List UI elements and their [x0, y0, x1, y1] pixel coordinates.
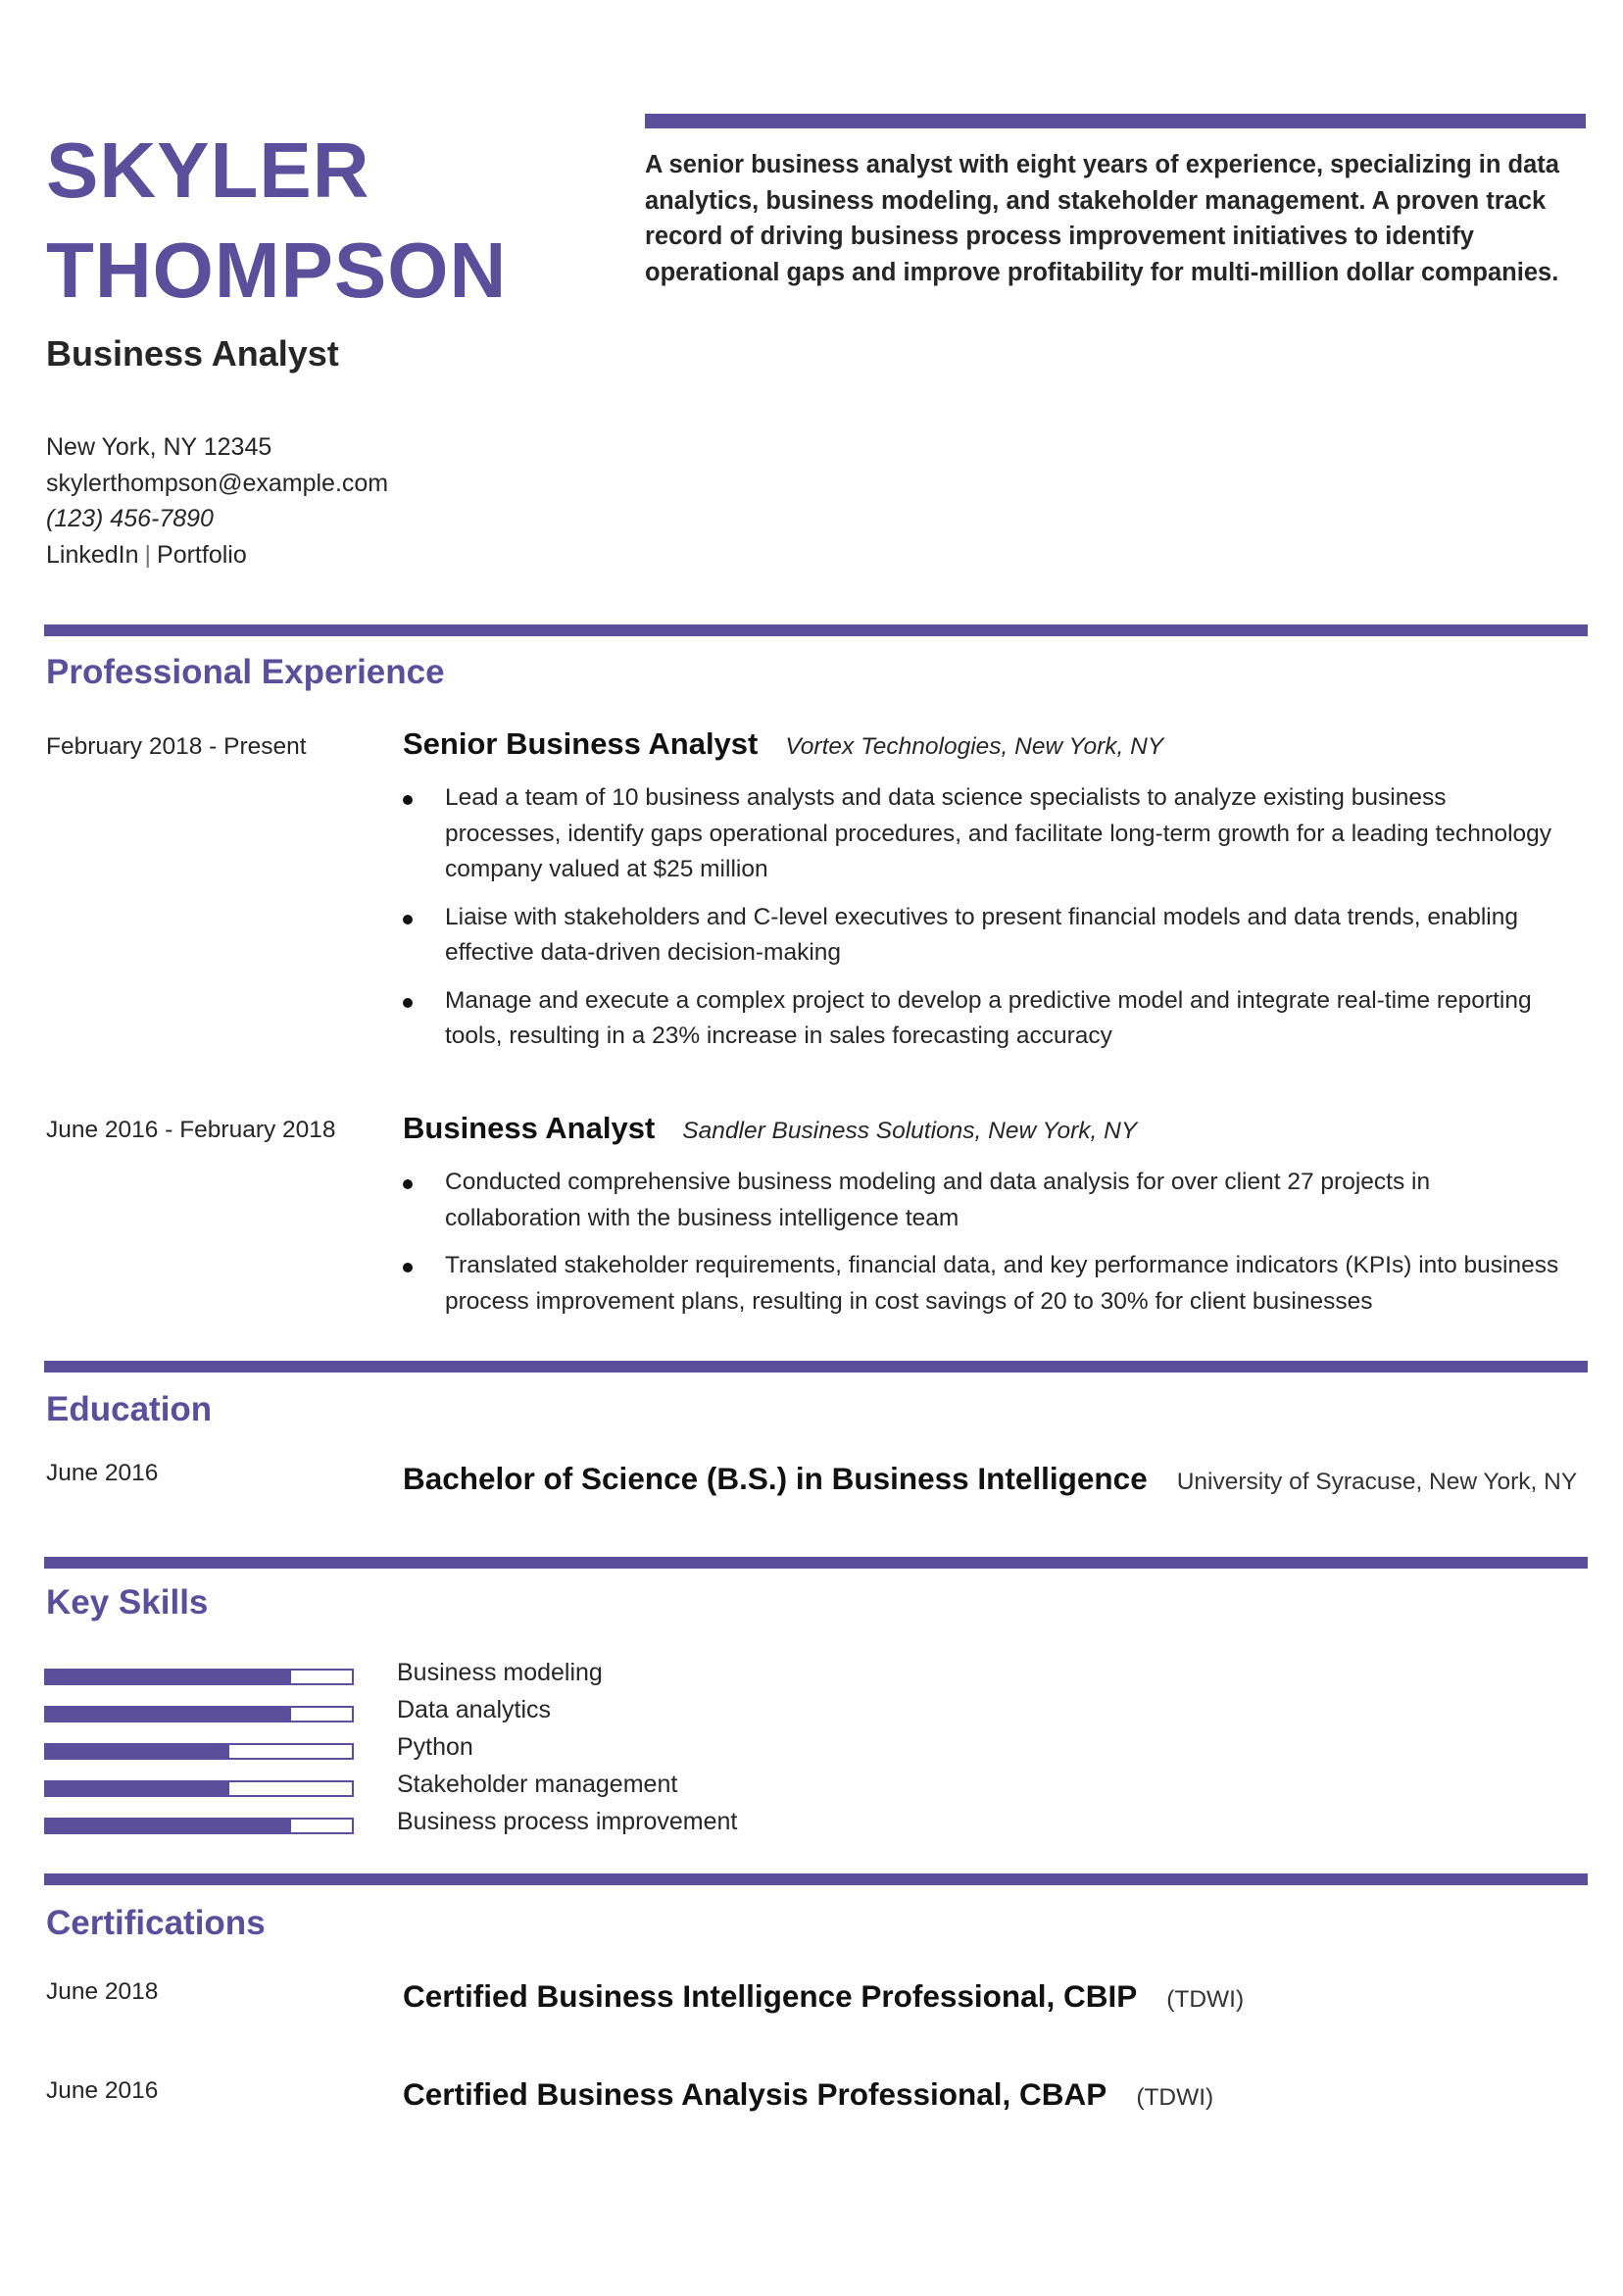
section-divider	[44, 1361, 1588, 1373]
job-role	[403, 726, 1163, 762]
skill-label: Stakeholder management	[397, 1771, 678, 1798]
certification-entry	[403, 2076, 1213, 2113]
job-title: Business Analyst	[46, 333, 339, 374]
portfolio-link[interactable]: Portfolio	[157, 540, 247, 569]
skill-level-bar	[44, 1780, 354, 1797]
skill-level-fill	[46, 1671, 291, 1683]
contact-email[interactable]: skylerthompson@example.com	[46, 469, 389, 497]
job-company: Vortex Technologies, New York, NY	[785, 733, 1164, 760]
skill-level-bar	[44, 1669, 354, 1685]
job-dates: February 2018 - Present	[46, 733, 307, 760]
certification-date: June 2018	[46, 1978, 159, 2005]
education-entry	[403, 1461, 1577, 1497]
list-item: Manage and execute a complex project to develop a predictive model and integrate real-time reporting tools, resulting in a 23% increase in sales forecasting accuracy	[403, 983, 1564, 1055]
contact-address: New York, NY 12345	[46, 433, 272, 461]
list-item: Translated stakeholder requirements, financial data, and key performance indicators (KPIs) into business process improvement plans, resulting in cost savings of 20 to 30% for client businesses	[403, 1248, 1564, 1320]
job-dates: June 2016 - February 2018	[46, 1117, 336, 1143]
skill-level-fill	[46, 1708, 291, 1721]
link-separator: |	[144, 540, 152, 569]
skill-level-bar	[44, 1818, 354, 1834]
experience-heading: Professional Experience	[46, 653, 445, 691]
section-divider	[44, 624, 1588, 636]
list-item: Lead a team of 10 business analysts and data science specialists to analyze existing business processes, identify gaps operational procedures, and facilitate long-term growth for a leading technology company valued at $25 million	[403, 780, 1564, 888]
certification-entry	[403, 1978, 1244, 2015]
candidate-name	[46, 121, 507, 321]
skill-label: Business modeling	[397, 1659, 603, 1686]
professional-summary: A senior business analyst with eight years of experience, specializing in data analytics, business modeling, and stakeholder management. A proven track record of driving business process improvement initiatives to identify operational gaps and improve profitability for multi-million dollar companies.	[645, 151, 1559, 286]
skill-level-fill	[46, 1782, 229, 1795]
education-heading: Education	[46, 1390, 213, 1428]
skill-level-fill	[46, 1745, 229, 1758]
skill-label: Business process improvement	[397, 1808, 738, 1835]
certification-name: Certified Business Intelligence Professional, CBIP	[403, 1978, 1138, 2014]
skill-level-bar	[44, 1743, 354, 1760]
education-date: June 2016	[46, 1460, 159, 1486]
job-bullets	[403, 780, 1564, 1067]
last-name: THOMPSON	[46, 226, 508, 314]
contact-links	[46, 537, 388, 574]
job-title-text: Business Analyst	[403, 1111, 656, 1145]
certification-date: June 2016	[46, 2077, 159, 2104]
section-divider	[44, 1557, 1588, 1569]
skills-heading: Key Skills	[46, 1583, 209, 1622]
certification-issuer: (TDWI)	[1136, 2084, 1214, 2111]
job-role	[403, 1111, 1137, 1146]
certification-name: Certified Business Analysis Professional, CBAP	[403, 2076, 1107, 2112]
skill-label: Python	[397, 1733, 473, 1761]
certifications-heading: Certifications	[46, 1904, 266, 1942]
contact-phone: (123) 456-7890	[46, 505, 214, 532]
job-company: Sandler Business Solutions, New York, NY	[682, 1118, 1138, 1144]
section-divider	[44, 1873, 1588, 1885]
skill-level-bar	[44, 1706, 354, 1722]
linkedin-link[interactable]: LinkedIn	[46, 540, 139, 569]
summary-divider	[645, 114, 1586, 128]
skill-level-fill	[46, 1820, 291, 1832]
skill-label: Data analytics	[397, 1696, 552, 1723]
job-title-text: Senior Business Analyst	[403, 726, 759, 761]
school-name: University of Syracuse, New York, NY	[1176, 1469, 1578, 1495]
job-bullets	[403, 1165, 1564, 1331]
first-name: SKYLER	[46, 126, 370, 214]
certification-issuer: (TDWI)	[1166, 1986, 1245, 2013]
contact-block	[46, 429, 388, 573]
list-item: Liaise with stakeholders and C-level executives to present financial models and data trends, enabling effective data-driven decision-making	[403, 900, 1564, 972]
degree-name: Bachelor of Science (B.S.) in Business Intelligence	[403, 1461, 1148, 1496]
list-item: Conducted comprehensive business modeling and data analysis for over client 27 projects in collaboration with the business intelligence team	[403, 1165, 1564, 1236]
